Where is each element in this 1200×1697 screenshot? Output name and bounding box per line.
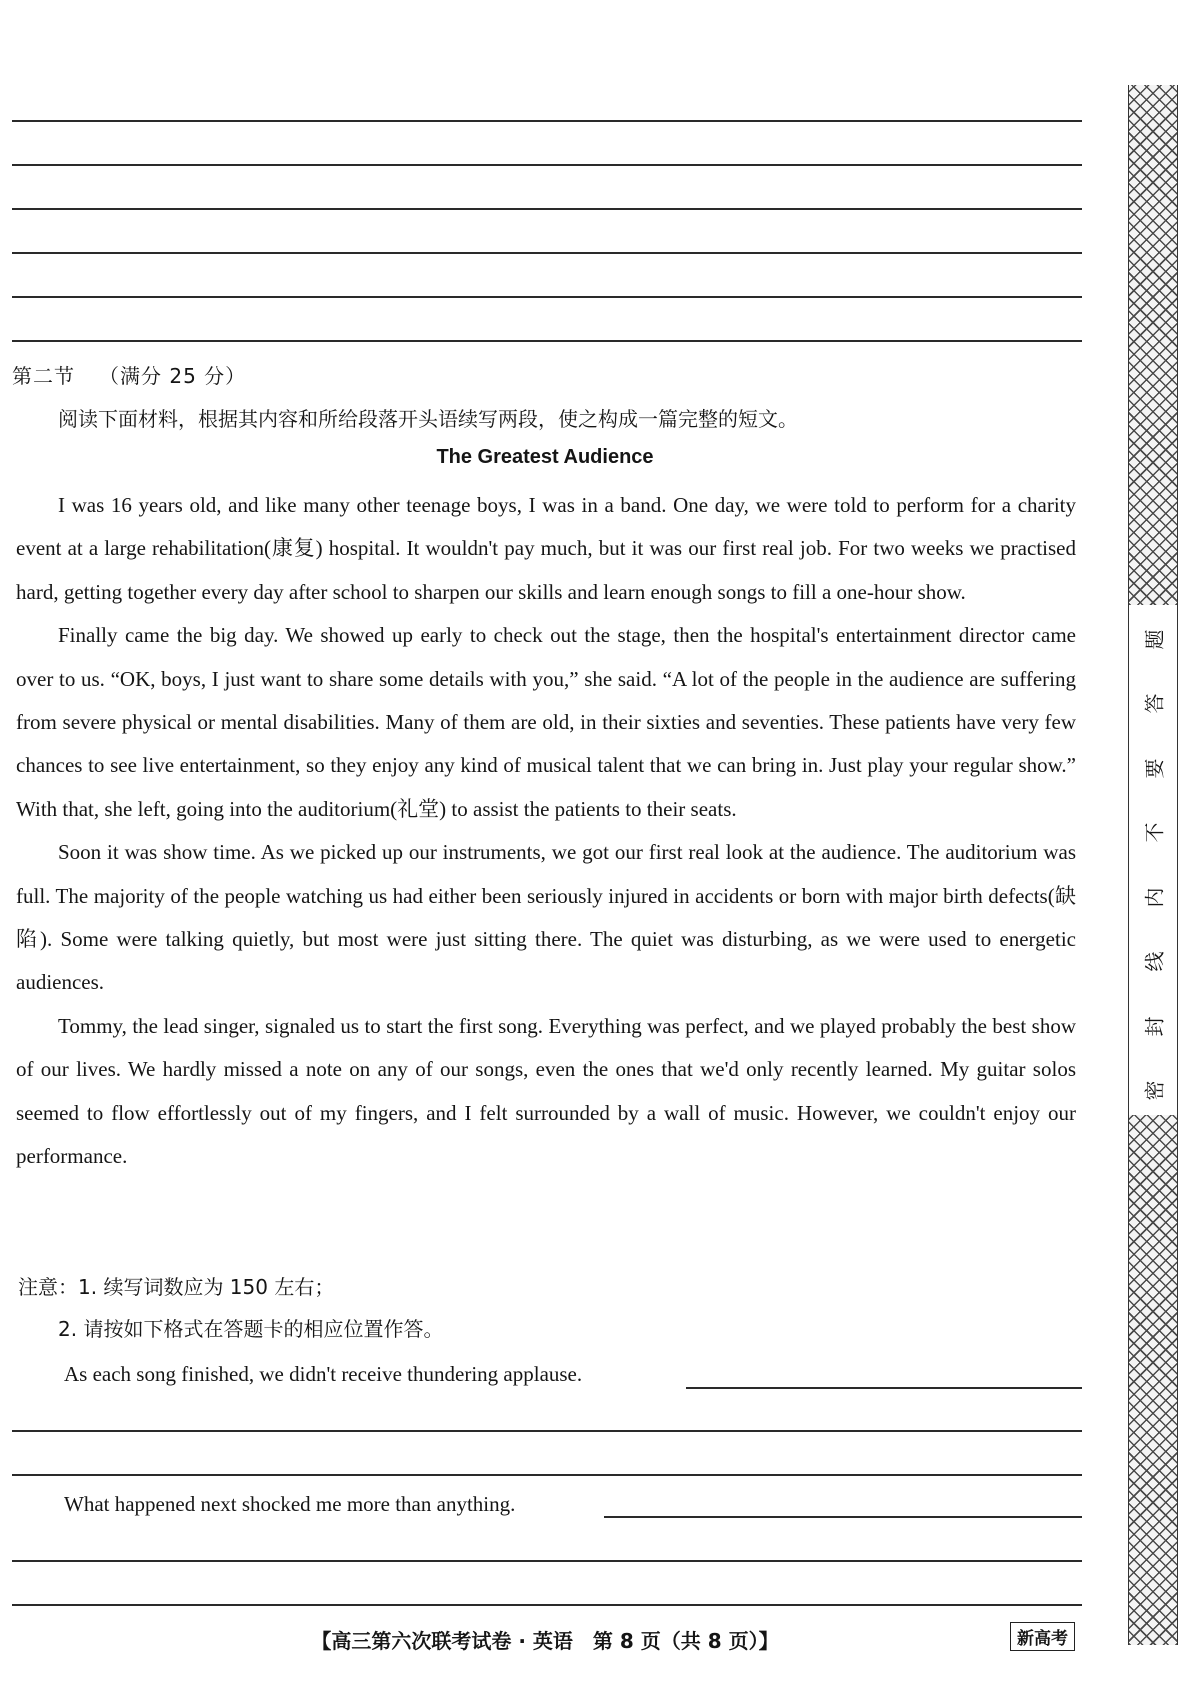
answer-line[interactable] [12,1430,1082,1432]
answer-line[interactable] [686,1387,1082,1389]
seal-line-text [1129,625,1177,1105]
answer-line[interactable] [12,1474,1082,1476]
writing-line [12,252,1082,254]
prompt-1: As each song finished, we didn't receive thundering applause. [64,1362,583,1386]
prompt-2: What happened next shocked me more than anything. [64,1492,516,1516]
answer-line[interactable] [12,1560,1082,1562]
seal-char: 内 [1142,887,1167,908]
note-2: 2. 请按如下格式在答题卡的相应位置作答。 [58,1317,444,1341]
passage-paragraph: Soon it was show time. As we picked up our instruments, we got our first real look at the audience. The auditorium was full. The majority of the people watching us had either been seriously injured in accidents or born with major birth defects(缺陷). Some were talking quietly, but most were just sitting there. The quiet was disturbing, as we were used to energetic audiences. [16,840,1076,995]
seal-char: 不 [1142,822,1167,843]
section-title: 第二节 [12,364,75,388]
passage-title: The Greatest Audience [436,446,654,468]
answer-line[interactable] [604,1516,1082,1518]
note-1: 注意：1. 续写词数应为 150 左右； [18,1275,335,1299]
passage-paragraph: Tommy, the lead singer, signaled us to start the first song. Everything was perfect, and we played probably the best show of our lives. We hardly missed a note on any of our songs, even the ones that we'd only recently learned. My guitar solos seemed to flow effortlessly out of my fingers, and I felt surrounded by a wall of music. However, we couldn't enjoy our performance. [16,1013,1076,1169]
page-footer: 【高三第六次联考试卷 · 英语 第 8 页（共 8 页）】 [311,1629,779,1653]
writing-line [12,296,1082,298]
decorative-pattern [1129,85,1177,605]
section-heading [12,360,246,389]
exam-type-badge: 新高考 [1010,1622,1075,1651]
seal-char: 封 [1142,1016,1167,1037]
notes [18,1266,443,1350]
writing-line [12,208,1082,210]
section-score: （满分 25 分） [99,364,247,388]
answer-line[interactable] [12,1604,1082,1606]
binding-strip [1128,85,1178,1645]
passage [16,484,1076,1179]
passage-paragraph: Finally came the big day. We showed up early to check out the stage, then the hospital's entertainment director came over to us. “OK, boys, I just want to share some details with you,” she said. “A lot of the people in the audience are suffering from severe physical or mental disabilities. Many of them are old, in their sixties and seventies. These patients have very few chances to see live entertainment, so they enjoy any kind of musical talent that we can bring in. Just play your regular show.” With that, she left, going into the auditorium(礼堂) to assist the patients to their seats. [16,623,1076,821]
task-instruction: 阅读下面材料，根据其内容和所给段落开头语续写两段，使之构成一篇完整的短文。 [58,407,798,431]
passage-paragraph: I was 16 years old, and like many other teenage boys, I was in a band. One day, we were told to perform for a charity event at a large rehabilitation(康复) hospital. It wouldn't pay much, but it was our first real job. For two weeks we practised hard, getting together every day after school to sharpen our skills and learn enough songs to fill a one-hour show. [16,493,1076,604]
writing-line [12,340,1082,342]
writing-line [12,120,1082,122]
seal-char: 密 [1142,1080,1167,1101]
decorative-pattern [1129,1115,1177,1645]
seal-char: 答 [1142,693,1167,714]
seal-char: 题 [1142,629,1167,650]
writing-line [12,164,1082,166]
seal-char: 要 [1142,758,1167,779]
seal-char: 线 [1142,951,1167,972]
